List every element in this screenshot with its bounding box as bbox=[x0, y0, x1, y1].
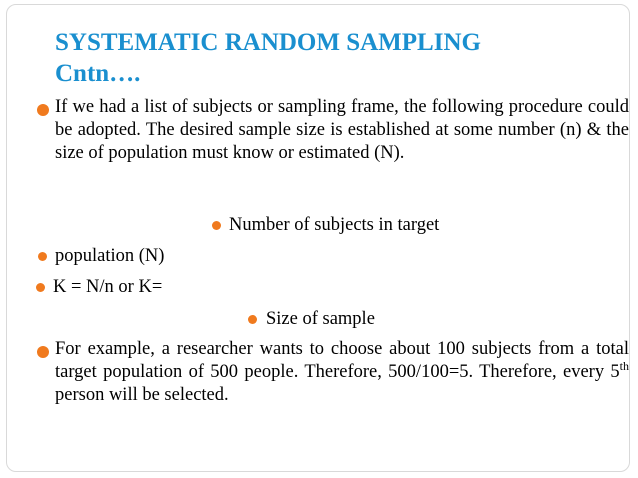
bullet-icon bbox=[38, 252, 47, 261]
bullet-icon bbox=[248, 315, 257, 324]
item-formula: K = N/n or K= bbox=[53, 277, 163, 297]
title-line-1: SYSTEMATIC RANDOM SAMPLING bbox=[55, 29, 481, 56]
example-text: For example, a researcher wants to choose about 100 subjects from a total target population of 500 people. Therefore, 500/100=5. Therefore, every 5 bbox=[55, 339, 629, 382]
item-population: population (N) bbox=[55, 246, 165, 266]
paragraph-example bbox=[55, 338, 629, 407]
item-size-of-sample: Size of sample bbox=[266, 309, 375, 329]
bullet-icon bbox=[37, 346, 49, 358]
item-number-of-subjects: Number of subjects in target bbox=[229, 215, 440, 235]
slide-title bbox=[55, 27, 481, 89]
paragraph-sampling-procedure: If we had a list of subjects or sampling frame, the following procedure could be adopted. The desired sample size is established at some number (n) & the size of population must know or estimated (N). bbox=[55, 97, 629, 163]
example-text-end: person will be selected. bbox=[55, 385, 229, 405]
bullet-icon bbox=[37, 104, 49, 116]
bullet-icon bbox=[36, 283, 45, 292]
title-line-2: Cntn…. bbox=[55, 60, 141, 87]
example-superscript: th bbox=[619, 358, 629, 373]
bullet-icon bbox=[212, 221, 221, 230]
